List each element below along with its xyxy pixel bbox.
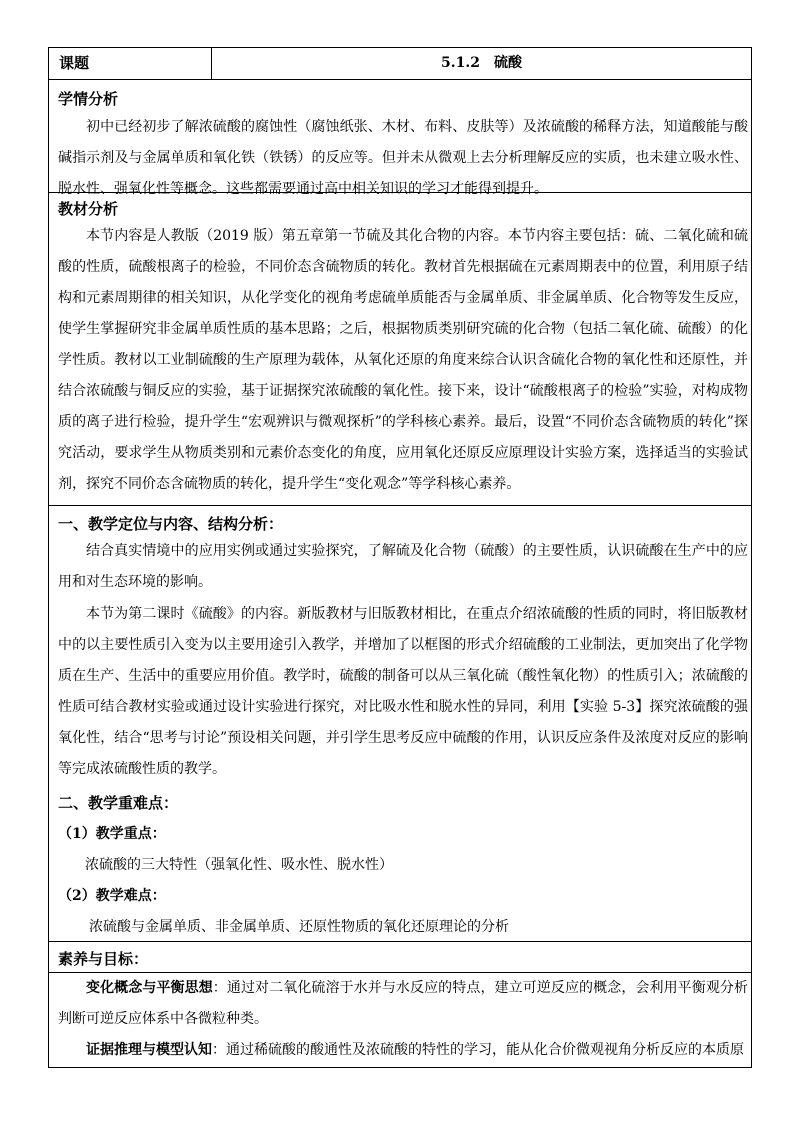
row-divider xyxy=(49,941,751,942)
textbook-analysis-text: 本节内容是人教版（2019 版）第五章第一节硫及其化合物的内容。本节内容主要包括：硫、二氧化硫和硫酸的性质，硫酸根离子的检验，不同价态含硫物质的转化。教材首先根据硫在元素周期表中的位置，利用原子结构和元素周期律的相关知识，从化学变化的视角考虑硫单质能否与金属单质、非金属单质、化合物等发生反应，使学生掌握研究非金属单质性质的基本思路；之后，根据物质类别研究硫的化合物（包括二氧化硫、硫酸）的化学性质。教材以工业制硫酸的生产原理为载体，从氧化还原的角度来综合认识含硫化合物的氧化性和还原性，并结合浓硫酸与铜反应的实验，基于证据探究浓硫酸的氧化性。接下来，设计“硫酸根离子的检验”实验，对构成物质的离子进行检验，提升学生“宏观辨识与微观探析”的学科核心素养。最后，设置“不同价态含硫物质的转化”探究活动，要求学生从物质类别和元素价态变化的角度，应用氧化还原反应原理设计实验方案，选择适当的实验试剂，探究不同价态含硫物质的转化，提升学生“变化观念”等学科核心素养。 xyxy=(58,228,748,492)
difficult-point-label: （2）教学难点： xyxy=(58,888,166,904)
goal-evidence-model-text: ：通过稀硫酸的酸通性及浓硫酸的特性的学习，能从化合价微观视角分析反应的本质原 xyxy=(212,1042,744,1058)
positioning-heading: 一、教学定位与内容、结构分析： xyxy=(58,515,284,533)
difficult-point-text: 浓硫酸与金属单质、非金属单质、还原性物质的氧化还原理论的分析 xyxy=(89,919,509,935)
textbook-analysis-heading: 教材分析 xyxy=(58,200,119,218)
literacy-goals-heading: 素养与目标： xyxy=(58,950,149,968)
key-point-label: （1）教学重点： xyxy=(58,826,166,842)
row-divider xyxy=(49,505,751,506)
lesson-plan-table xyxy=(48,47,752,1068)
goal-change-concept-text: ：通过对二氧化硫溶于水并与水反应的特点，建立可逆反应的概念，会利用平衡观分析判断可逆反应体系中各微粒种类。 xyxy=(58,980,749,1027)
row-divider xyxy=(49,192,751,193)
goal-change-concept xyxy=(58,973,748,1035)
goal-change-concept-lead: 变化概念与平衡思想 xyxy=(86,980,213,996)
row-divider xyxy=(49,79,751,80)
topic-value: 5.1.2 硫酸 xyxy=(441,55,522,71)
goal-evidence-model-lead: 证据推理与模型认知 xyxy=(86,1042,212,1058)
key-point-text: 浓硫酸的三大特性（强氧化性、吸水性、脱水性） xyxy=(85,857,393,873)
learner-analysis-text: 初中已经初步了解浓硫酸的腐蚀性（腐蚀纸张、木材、布料、皮肤等）及浓硫酸的稀释方法，知道酸能与酸碱指示剂及与金属单质和氧化铁（铁锈）的反应等。但并未从微观上去分析理解反应的实质，也未建立吸水性、脱水性、强氧化性等概念。这些都需要通过高中相关知识的学习才能得到提升。 xyxy=(58,119,748,197)
positioning-paragraph-1: 结合真实情境中的应用实例或通过实验探究，了解硫及化合物（硫酸）的主要性质，认识硫酸在生产中的应用和对生态环境的影响。 xyxy=(58,543,748,590)
key-difficult-heading: 二、教学重难点： xyxy=(58,794,179,812)
positioning-paragraph-2: 本节为第二课时《硫酸》的内容。新版教材与旧版教材相比，在重点介绍浓硫酸的性质的同时，将旧版教材中的以主要性质引入变为以主要用途引入教学，并增加了以框图的形式介绍硫酸的工业制法，更加突出了化学物质在生产、生活中的重要应用价值。教学时，硫酸的制备可以从三氧化硫（酸性氧化物）的性质引入；浓硫酸的性质可结合教材实验或通过设计实验进行探究，对比吸水性和脱水性的异同，利用【实验 5-3】探究浓硫酸的强氧化性，结合“思考与讨论”预设相关问题，并引学生思考反应中硫酸的作用，认识反应条件及浓度对反应的影响等完成浓硫酸性质的教学。 xyxy=(58,606,748,777)
learner-analysis-heading: 学情分析 xyxy=(58,90,119,108)
goal-evidence-model xyxy=(58,1035,748,1066)
topic-label: 课题 xyxy=(49,48,212,79)
